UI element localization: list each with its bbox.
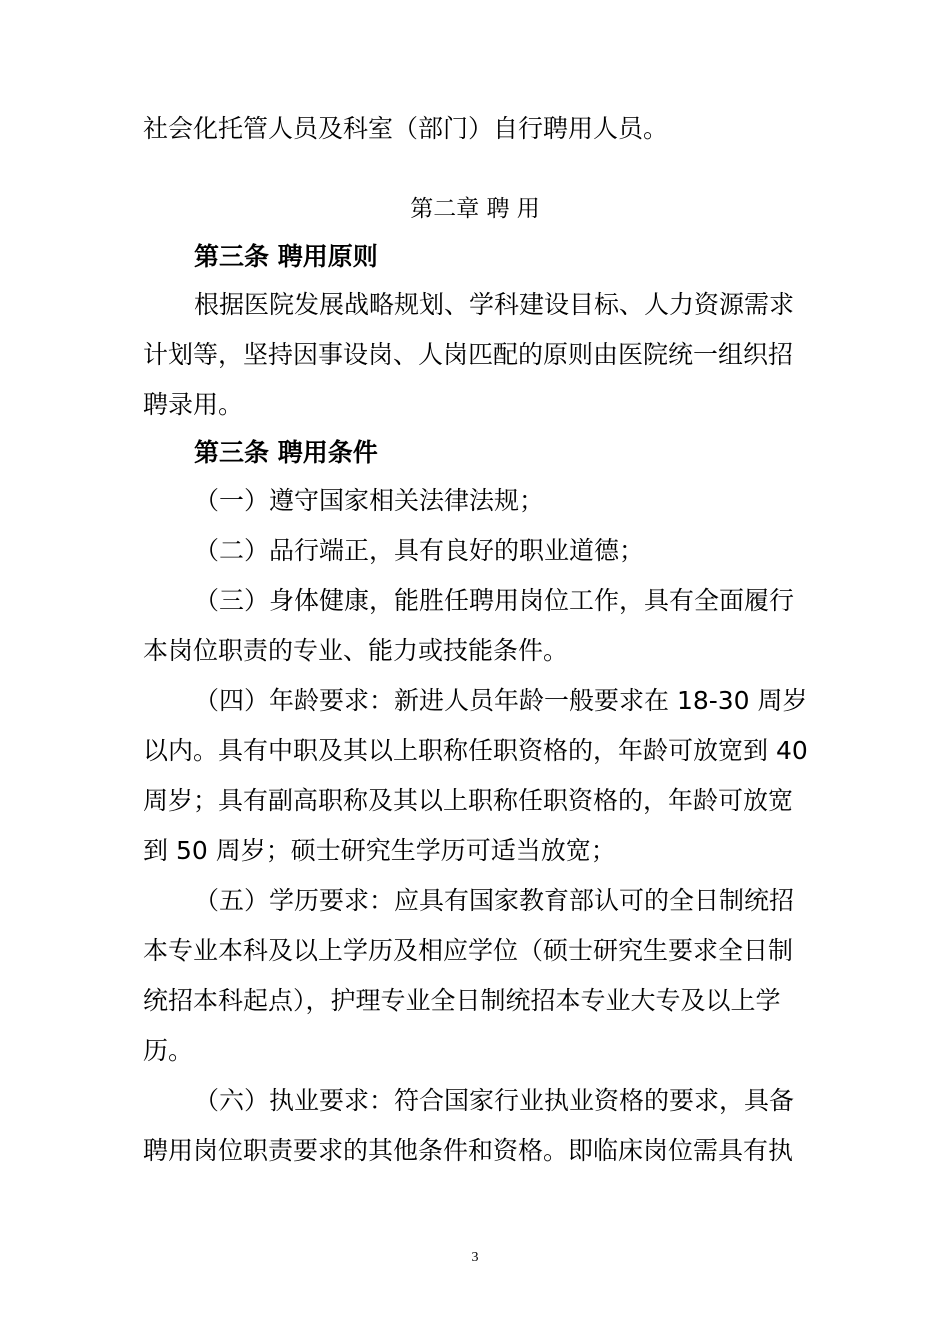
condition-item: （五）学历要求：应具有国家教育部认可的全日制统招 — [194, 886, 795, 915]
condition-item: （二）品行端正，具有良好的职业道德； — [194, 536, 645, 565]
condition-item: （四）年龄要求：新进人员年龄一般要求在 18-30 周岁 — [194, 686, 808, 715]
page-number: 3 — [471, 1250, 479, 1265]
paragraph-line: 周岁；具有副高职称及其以上职称任职资格的，年龄可放宽 — [143, 786, 794, 815]
condition-item: （一）遵守国家相关法律法规； — [194, 486, 545, 515]
chapter-title: 第二章 聘 用 — [410, 196, 540, 222]
paragraph-line: 根据医院发展战略规划、学科建设目标、人力资源需求 — [194, 290, 795, 319]
paragraph-line: 统招本科起点），护理专业全日制统招本专业大专及以上学 — [143, 986, 781, 1015]
paragraph-line: 社会化托管人员及科室（部门）自行聘用人员。 — [143, 114, 669, 143]
paragraph-line: 本岗位职责的专业、能力或技能条件。 — [143, 636, 569, 665]
paragraph-line: 到 50 周岁；硕士研究生学历可适当放宽； — [143, 836, 616, 865]
paragraph-line: 本专业本科及以上学历及相应学位（硕士研究生要求全日制 — [143, 936, 794, 965]
paragraph-line: 以内。具有中职及其以上职称任职资格的，年龄可放宽到 40 — [143, 736, 808, 765]
condition-item: （三）身体健康，能胜任聘用岗位工作，具有全面履行 — [194, 586, 795, 615]
condition-item: （六）执业要求：符合国家行业执业资格的要求，具备 — [194, 1086, 795, 1115]
paragraph-line: 计划等，坚持因事设岗、人岗匹配的原则由医院统一组织招 — [143, 340, 794, 369]
article-heading-conditions: 第三条 聘用条件 — [194, 438, 378, 467]
paragraph-line: 聘录用。 — [143, 390, 244, 419]
paragraph-line: 聘用岗位职责要求的其他条件和资格。即临床岗位需具有执 — [143, 1136, 794, 1165]
paragraph-line: 历。 — [143, 1036, 194, 1065]
article-heading-principle: 第三条 聘用原则 — [194, 242, 378, 271]
